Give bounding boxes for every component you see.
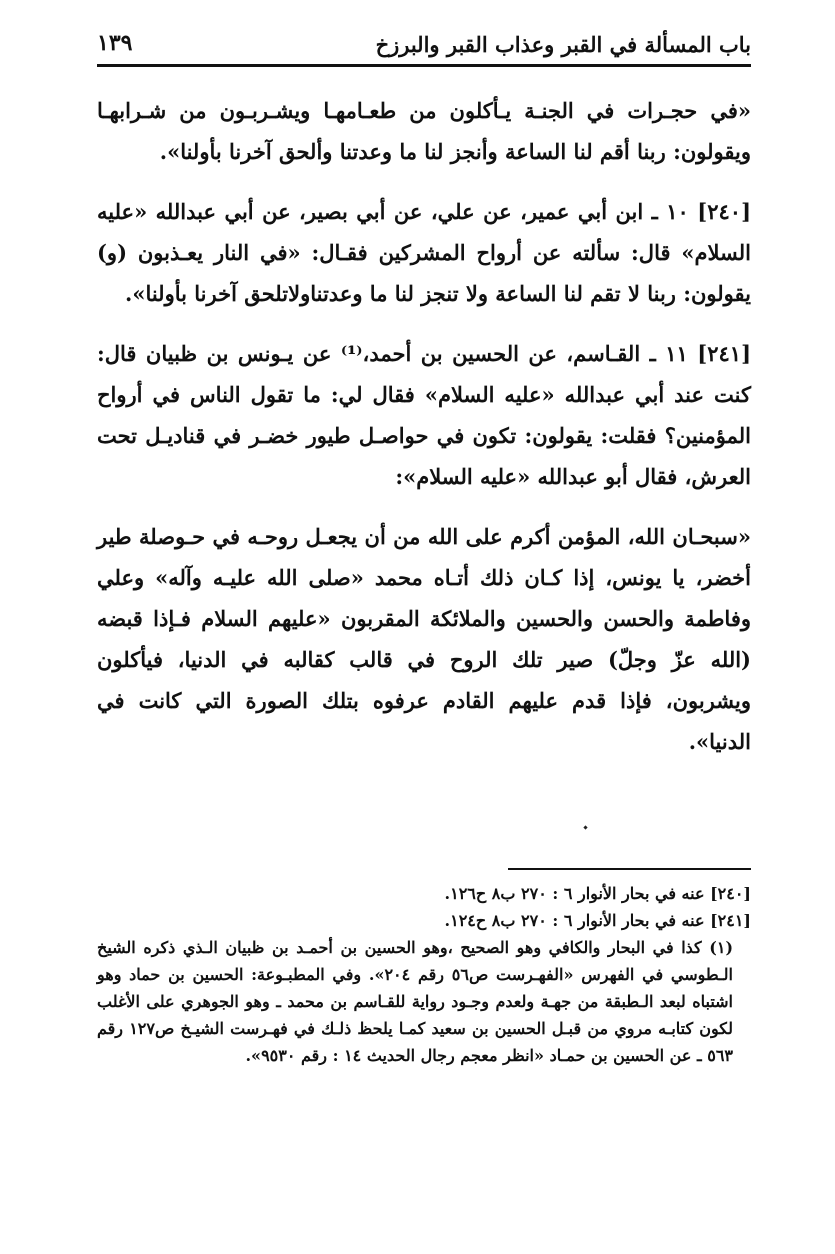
footnote-ref-240: [٢٤٠] عنه في بحار الأنوار ٦ : ٢٧٠ ب٨ ح١٢٦. — [444, 884, 751, 903]
footnote-rule — [508, 868, 751, 870]
paragraph-hadith-241: [٢٤١] ١١ ـ القـاسم، عن الحسين بن أحمد،⁽¹⁾ عن يـونس بن ظبيان قال: كنت عند أبي عبدالله «عليه السلام» فقال لي: ما تقول الناس في أرواح المؤمنين؟ فقلت: يقولون: تكون في حواصـل طيور خضـر في قناديـل تحت العرش، فقال أبو عبدالله «عليه السلام»: — [97, 341, 752, 489]
paragraph: «في حجـرات في الجنـة يـأكلون من طعـامهـا ويشـربـون من شـرابهـا ويقولون: ربنا أقم لنا الساعة وأنجز لنا ما وعدتنا وألحق آخرنا بأولنا». — [97, 98, 751, 164]
header-rule — [97, 64, 751, 67]
running-title: باب المسألة في القبر وعذاب القبر والبرزخ — [375, 32, 751, 57]
print-speck — [583, 825, 587, 829]
page-number: ١٣٩ — [97, 30, 133, 56]
footnote-1: (١) كذا في البحار والكافي وهو الصحيح ،وهو الحسين بن أحمـد بن ظبيان الـذي ذكره الشيخ الـطوسي في الفهرس «الفهـرست ص٥٦ رقم ٢٠٤». وفي المطبـوعة: الحسين بن حماد وهو اشتباه لبعد الـطبقة من جهـة ولعدم وجـود رواية للقـاسم بن محمد ـ وهو الجوهري على الأغلب لكون كتابـه مروي من قبـل الحسين بن سعيد كمـا يلحظ ذلـك في فهـرست الشيـخ ص١٢٧ رقم ٥٦٣ ـ عن الحسين بن حمـاد «انظر معجم رجال الحديث ١٤ : رقم ٩٥٣٠». — [97, 938, 734, 1065]
main-text — [97, 90, 751, 781]
paragraph: «سبحـان الله، المؤمن أكرم على الله من أن يجعـل روحـه في حـوصلة طير أخضر، يا يونس، إذا كـان ذلك أتـاه محمد «صلى الله عليـه وآله» وعلي وفاطمة والحسن والحسين والملائكة المقربون «عليهم السلام فـإذا قبضه (الله عزّ وجلّ) صير تلك الروح في قالب كقالبه في الدنيا، فيأكلون ويشربون، فإذا قدم عليهم القادم عرفوه بتلك الصورة التي كانت في الدنيا». — [97, 524, 751, 754]
page-header — [97, 22, 751, 66]
footnotes — [97, 880, 751, 1069]
footnote-ref-241: [٢٤١] عنه في بحار الأنوار ٦ : ٢٧٠ ب٨ ح١٢٤. — [444, 911, 751, 930]
paragraph-hadith-240: [٢٤٠] ١٠ ـ ابن أبي عمير، عن علي، عن أبي بصير، عن أبي عبدالله «عليه السلام» قال: سألته عن أرواح المشركين فقـال: «في النار يعـذبون (و) يقولون: ربنا لا تقم لنا الساعة ولا تنجز لنا ما وعدتناولاتلحق آخرنا بأولنا». — [97, 199, 752, 306]
